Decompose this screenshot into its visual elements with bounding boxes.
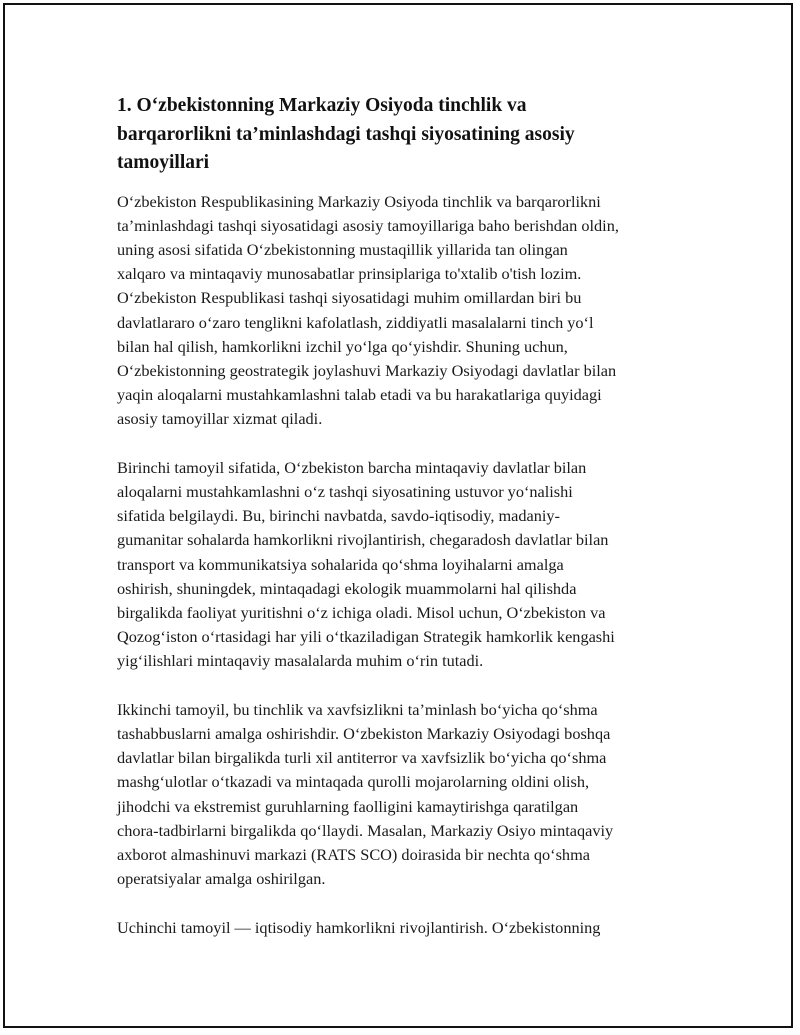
text-line: xalqaro va mintaqaviy munosabatlar prinsiplariga to'xtalib o'tish lozim. [117,264,582,284]
document-title [117,92,687,178]
text-line: ta’minlashdagi tashqi siyosatidagi asosiy tamoyillariga baho berishdan oldin, [117,215,619,235]
text-line: gumanitar sohalarda hamkorlikni rivojlantirish, chegaradosh davlatlar bilan [117,530,609,550]
text-line: yaqin aloqalarni mustahkamlashni talab etadi va bu harakatlariga quyidagi [117,385,602,405]
title-line: tamoyillari [117,152,210,173]
text-line: sifatida belgilaydi. Bu, birinchi navbatda, savdo-iqtisodiy, madaniy- [117,506,560,526]
text-line: operatsiyalar amalga oshirilgan. [117,869,326,889]
title-line: 1. O‘zbekistonning Markaziy Osiyoda tinchlik va [117,95,527,116]
paragraph-second-principle [117,698,687,892]
text-line: davlatlararo o‘zaro tenglikni kafolatlash, ziddiyatli masalalarni tinch yo‘l [117,312,594,332]
text-line: chora-tadbirlarni birgalikda qo‘llaydi. Masalan, Markaziy Osiyo mintaqaviy [117,820,614,840]
text-line: davlatlar bilan birgalikda turli xil antiterror va xavfsizlik bo‘yicha qo‘shma [117,748,607,768]
text-line: asosiy tamoyillar xizmat qiladi. [117,409,323,429]
text-line: transport va kommunikatsiya sohalarida qo‘shma loyihalarni amalga [117,554,564,574]
text-line: bilan hal qilish, hamkorlikni izchil yo‘lga qo‘yishdir. Shuning uchun, [117,336,568,356]
text-line: jihodchi va ekstremist guruhlarning faolligini kamaytirishga qaratilgan [117,796,579,816]
text-line: aloqalarni mustahkamlashni o‘z tashqi siyosatining ustuvor yo‘nalishi [117,481,573,501]
text-line: oshirish, shuningdek, mintaqadagi ekologik muammolarni hal qilishda [117,578,577,598]
text-line: O‘zbekiston Respublikasi tashqi siyosatidagi muhim omillardan biri bu [117,288,582,308]
paragraph-first-principle [117,456,687,674]
text-line: birgalikda faoliyat yuritishni o‘z ichiga oladi. Misol uchun, O‘zbekiston va [117,602,606,622]
text-line: yig‘ilishlari mintaqaviy masalalarda muhim o‘rin tutadi. [117,651,484,671]
title-line: barqarorlikni ta’minlashdagi tashqi siyosatining asosiy [117,123,575,145]
text-line: Qozog‘iston o‘rtasidagi har yili o‘tkaziladigan Strategik hamkorlik kengashi [117,627,615,647]
text-line: O‘zbekistonning geostrategik joylashuvi Markaziy Osiyodagi davlatlar bilan [117,360,617,380]
text-line: tashabbuslarni amalga oshirishdir. O‘zbekiston Markaziy Osiyodagi boshqa [117,723,611,743]
text-line: Ikkinchi tamoyil, bu tinchlik va xavfsizlikni ta’minlash bo‘yicha qo‘shma [117,699,598,719]
document-body [117,92,687,964]
paragraph-introduction [117,190,687,432]
text-line: uning asosi sifatida O‘zbekistonning mustaqillik yillarida tan olingan [117,239,568,259]
text-line: axborot almashinuvi markazi (RATS SCO) doirasida bir nechta qo‘shma [117,844,590,864]
text-line: mashg‘ulotlar o‘tkazadi va mintaqada qurolli mojarolarning oldini olish, [117,772,590,792]
text-line: O‘zbekiston Respublikasining Markaziy Osiyoda tinchlik va barqarorlikni [117,191,601,211]
paragraph-third-principle [117,916,687,940]
text-line: Uchinchi tamoyil — iqtisodiy hamkorlikni rivojlantirish. O‘zbekistonning [117,917,601,937]
text-line: Birinchi tamoyil sifatida, O‘zbekiston barcha mintaqaviy davlatlar bilan [117,457,587,477]
